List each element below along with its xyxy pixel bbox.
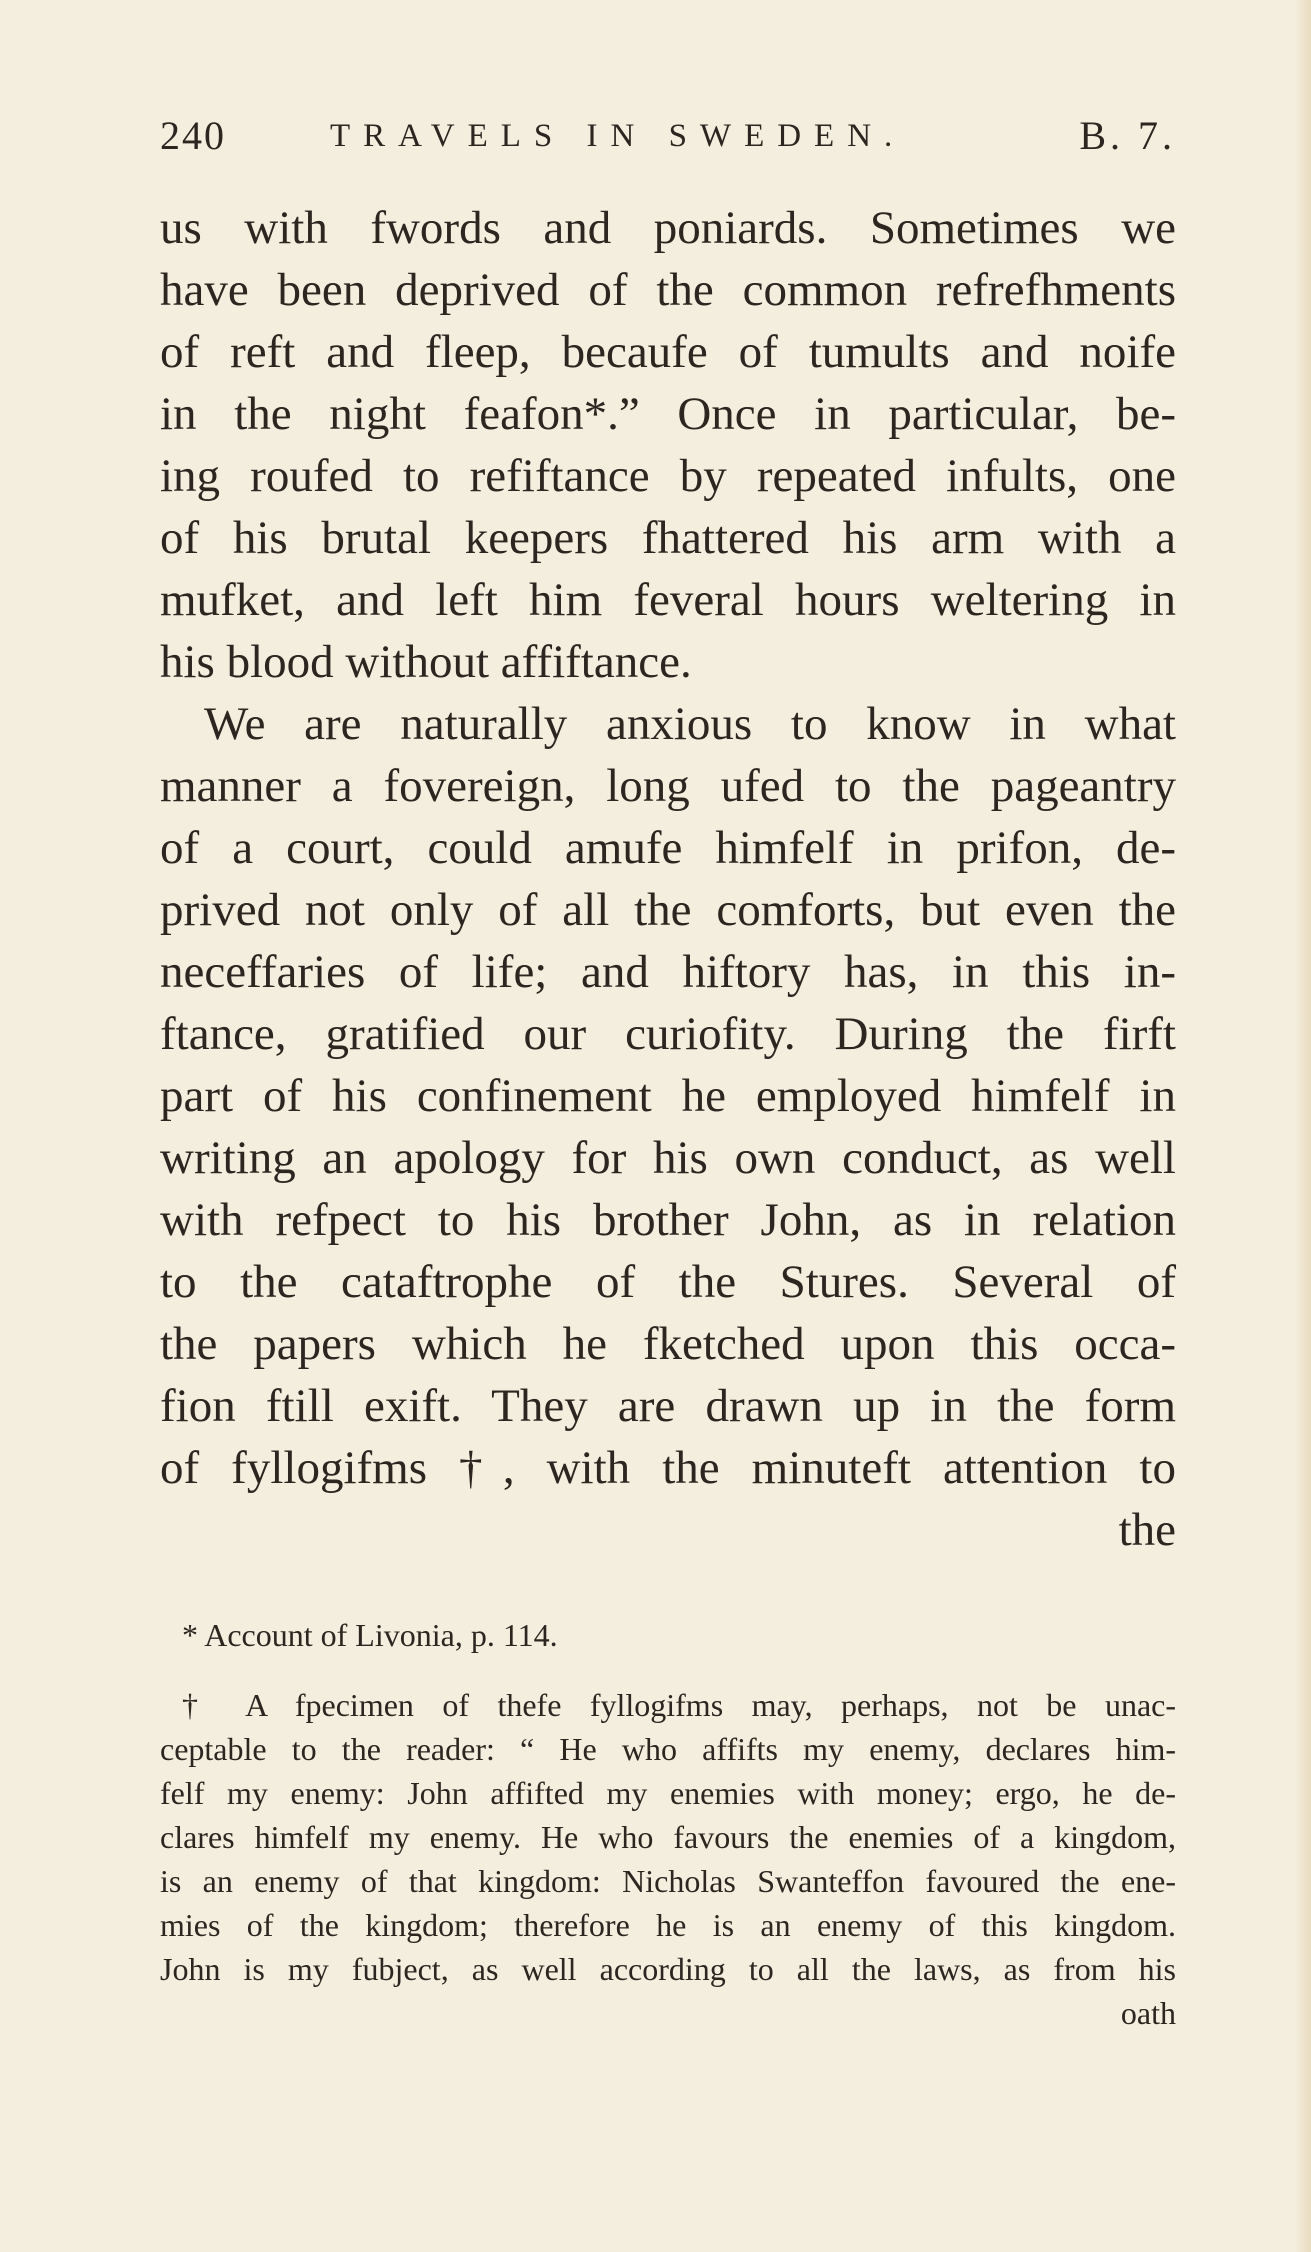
footnotes bbox=[160, 1613, 1176, 2035]
footnote-catchword: oath bbox=[1120, 1995, 1176, 2031]
text-line: with refpect to his brother John, as in relation bbox=[160, 1194, 1176, 1246]
footnote-line: ceptable to the reader: “ He who affifts my enemy, declares him- bbox=[160, 1731, 1176, 1767]
footnote-line: John is my fubject, as well according to all the laws, as from his bbox=[160, 1951, 1176, 1987]
page-edge bbox=[1295, 0, 1311, 2252]
text-line: part of his confinement he employed himfelf in bbox=[160, 1070, 1176, 1122]
text-line: neceffaries of life; and hiftory has, in this in- bbox=[160, 946, 1176, 998]
text-line: have been deprived of the common refrefhments bbox=[160, 264, 1176, 316]
catchword: the bbox=[1118, 1504, 1176, 1556]
text-line: ing roufed to refiftance by repeated infults, one bbox=[160, 450, 1176, 502]
footnote-spacer bbox=[160, 1657, 1176, 1683]
text-line: manner a fovereign, long ufed to the pageantry bbox=[160, 760, 1176, 812]
footnote-line: mies of the kingdom; therefore he is an enemy of this kingdom. bbox=[160, 1907, 1176, 1943]
text-line: prived not only of all the comforts, but even the bbox=[160, 884, 1176, 936]
text-line: in the night feafon*.” Once in particular, be- bbox=[160, 388, 1176, 440]
chapter-reference: B. 7. bbox=[1079, 113, 1176, 158]
text-line: of reft and fleep, becaufe of tumults and noife bbox=[160, 326, 1176, 378]
text-line: the papers which he fketched upon this occa- bbox=[160, 1318, 1176, 1370]
footnote-asterisk: * Account of Livonia, p. 114. bbox=[182, 1617, 558, 1653]
footnote-line: † A fpecimen of thefe fyllogifms may, perhaps, not be unac- bbox=[182, 1687, 1176, 1723]
page-header bbox=[160, 106, 1176, 166]
page-number: 240 bbox=[160, 113, 226, 158]
running-head: TRAVELS IN SWEDEN. bbox=[330, 118, 906, 154]
text-line: We are naturally anxious to know in what bbox=[204, 698, 1176, 750]
footnote-line: felf my enemy: John affifted my enemies with money; ergo, he de- bbox=[160, 1775, 1176, 1811]
text-line: us with fwords and poniards. Sometimes we bbox=[160, 202, 1176, 254]
text-line: to the cataftrophe of the Stures. Several of bbox=[160, 1256, 1176, 1308]
text-line: his blood without affiftance. bbox=[160, 636, 692, 688]
text-line: of fyllogifms †, with the minuteft attention to bbox=[160, 1442, 1176, 1494]
body-text bbox=[160, 197, 1176, 1561]
text-line: of his brutal keepers fhattered his arm with a bbox=[160, 512, 1176, 564]
footnote-line: clares himfelf my enemy. He who favours the enemies of a kingdom, bbox=[160, 1819, 1176, 1855]
footnote-line: is an enemy of that kingdom: Nicholas Swanteffon favoured the ene- bbox=[160, 1863, 1176, 1899]
text-line: fion ftill exift. They are drawn up in the form bbox=[160, 1380, 1176, 1432]
text-line: writing an apology for his own conduct, as well bbox=[160, 1132, 1176, 1184]
text-line: ftance, gratified our curiofity. During the firft bbox=[160, 1008, 1176, 1060]
text-line: mufket, and left him feveral hours weltering in bbox=[160, 574, 1176, 626]
text-line: of a court, could amufe himfelf in prifon, de- bbox=[160, 822, 1176, 874]
